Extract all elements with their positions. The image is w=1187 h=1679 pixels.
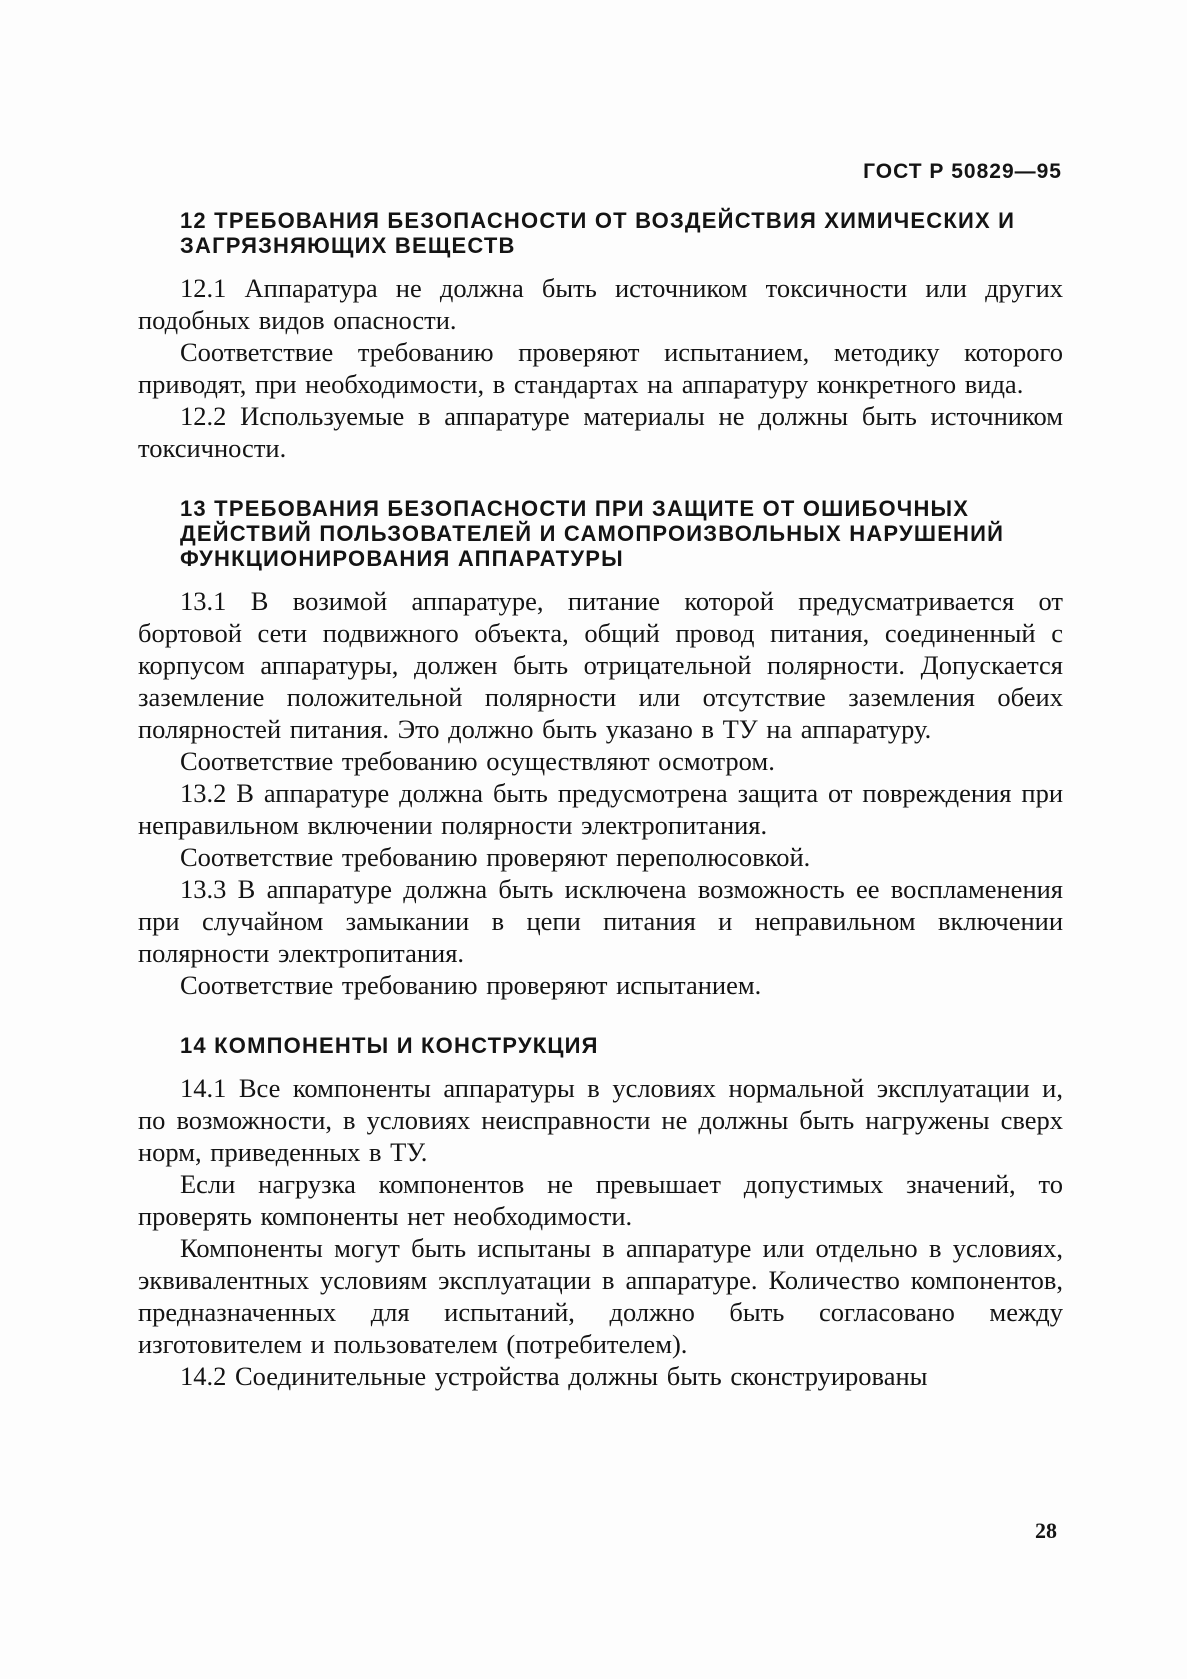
section-heading: 12 ТРЕБОВАНИЯ БЕЗОПАСНОСТИ ОТ ВОЗДЕЙСТВИЯ ХИМИЧЕСКИХ И ЗАГРЯЗНЯЮЩИХ ВЕЩЕСТВ: [180, 208, 1016, 258]
paragraph: Компоненты могут быть испытаны в аппаратуре или отдельно в условиях, эквивалентных условиям эксплуатации в аппаратуре. Количество компонентов, предназначенных для испытаний, должно быть согласовано между изготовителем и пользователем (потребителем).: [138, 1233, 1063, 1359]
section-13: [138, 496, 1063, 1001]
document-id: ГОСТ Р 50829—95: [863, 160, 1062, 183]
page-number: 28: [1035, 1518, 1057, 1543]
page-content: [138, 208, 1063, 1392]
paragraph: Соответствие требованию проверяют переполюсовкой.: [180, 842, 811, 872]
section-14: [138, 1033, 1063, 1392]
paragraph: Соответствие требованию проверяют испытанием, методику которого приводят, при необходимости, в стандартах на аппаратуру конкретного вида.: [138, 337, 1063, 399]
paragraph: 13.2 В аппаратуре должна быть предусмотрена защита от повреждения при неправильном включении полярности электропитания.: [138, 778, 1063, 840]
paragraph: Если нагрузка компонентов не превышает допустимых значений, то проверять компоненты нет необходимости.: [138, 1169, 1063, 1231]
paragraph: 12.1 Аппаратура не должна быть источником токсичности или других подобных видов опасности.: [138, 273, 1063, 335]
section-heading: 14 КОМПОНЕНТЫ И КОНСТРУКЦИЯ: [180, 1033, 599, 1058]
paragraph: 13.3 В аппаратуре должна быть исключена возможность ее воспламенения при случайном замыкании в цепи питания и неправильном включении полярности электропитания.: [138, 874, 1063, 968]
paragraph: Соответствие требованию проверяют испытанием.: [180, 970, 762, 1000]
paragraph: 14.2 Соединительные устройства должны быть сконструированы: [180, 1361, 928, 1391]
paragraph: Соответствие требованию осуществляют осмотром.: [180, 746, 775, 776]
section-heading: 13 ТРЕБОВАНИЯ БЕЗОПАСНОСТИ ПРИ ЗАЩИТЕ ОТ ОШИБОЧНЫХ ДЕЙСТВИЙ ПОЛЬЗОВАТЕЛЕЙ И САМОПРОИЗВОЛЬНЫХ НАРУШЕНИЙ ФУНКЦИОНИРОВАНИЯ АППАРАТУРЫ: [180, 496, 1005, 571]
paragraph: 14.1 Все компоненты аппаратуры в условиях нормальной эксплуатации и, по возможности, в условиях неисправности не должны быть нагружены сверх норм, приведенных в ТУ.: [138, 1073, 1063, 1167]
paragraph: 13.1 В возимой аппаратуре, питание которой предусматривается от бортовой сети подвижного объекта, общий провод питания, соединенный с корпусом аппаратуры, должен быть отрицательной полярности. Допускается заземление положительной полярности или отсутствие заземления обеих полярностей питания. Это должно быть указано в ТУ на аппаратуру.: [138, 586, 1063, 744]
paragraph: 12.2 Используемые в аппаратуре материалы не должны быть источником токсичности.: [138, 401, 1063, 463]
section-12: [138, 208, 1063, 464]
